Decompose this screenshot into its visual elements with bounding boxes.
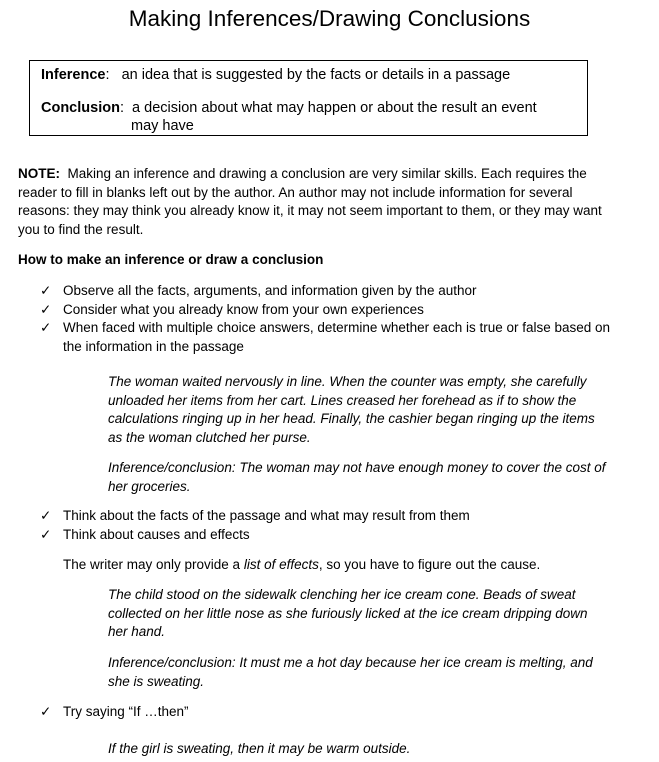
conclusion-text-1: a decision about what may happen or about the result an event: [132, 100, 537, 116]
steps-list-3: [40, 703, 620, 722]
example-2-passage: The child stood on the sidewalk clenching her ice cream cone. Beads of sweat collected on her little nose as she furiously licked at the ice cream dripping down her hand.: [108, 587, 588, 639]
page-title: Making Inferences/Drawing Conclusions: [128, 6, 531, 31]
note-text: Making an inference and drawing a conclusion are very similar skills. Each requires the reader to fill in blanks left out by the author. An author may not include information for several reasons: they may think you already know it, it may not seem important to them, or they may want you to find the result.: [18, 166, 602, 237]
list-item-text: When faced with multiple choice answers, determine whether each is true or false based on the information in the passage: [63, 320, 611, 354]
writer-text-after: , so you have to figure out the cause.: [318, 557, 541, 572]
conclusion-text-2: may have: [131, 118, 194, 134]
conclusion-colon: :: [119, 100, 124, 116]
inference-colon: :: [105, 67, 110, 83]
writer-emphasis: list of effects: [243, 557, 319, 572]
inference-text: an idea that is suggested by the facts or details in a passage: [121, 67, 511, 83]
list-item-text: Observe all the facts, arguments, and information given by the author: [63, 283, 477, 298]
howto-heading: How to make an inference or draw a conclusion: [18, 252, 324, 267]
note-label: NOTE:: [18, 166, 60, 181]
steps-list-2: [40, 507, 620, 544]
checkmark-icon: ✓: [40, 283, 52, 298]
note-paragraph: [18, 165, 618, 239]
conclusion-term: Conclusion: [41, 100, 120, 116]
conclusion-definition: [41, 99, 537, 135]
list-item-text: Think about the facts of the passage and what may result from them: [63, 508, 470, 523]
checkmark-icon: ✓: [40, 301, 52, 317]
example-3-text: If the girl is sweating, then it may be warm outside.: [108, 741, 411, 756]
example-2-inference: Inference/conclusion: It must me a hot day because her ice cream is melting, and she is sweating.: [108, 655, 593, 689]
list-item: [40, 301, 620, 320]
list-item-text: Think about causes and effects: [63, 526, 250, 542]
list-item: [40, 526, 620, 545]
list-item-text: Consider what you already know from your own experiences: [63, 301, 424, 317]
definitions-box: [29, 60, 588, 136]
steps-list-1: [40, 282, 620, 356]
list-item: [40, 507, 620, 526]
list-item-text: Try saying “If …then”: [63, 704, 189, 719]
checkmark-icon: ✓: [40, 704, 52, 719]
checkmark-icon: ✓: [40, 526, 52, 542]
writer-text-before: The writer may only provide a: [63, 557, 244, 572]
list-item: [40, 319, 620, 356]
writer-note: [63, 557, 623, 572]
example-1-passage: The woman waited nervously in line. When the counter was empty, she carefully unloaded her items from her cart. Lines creased her forehead as if to show the calculations ringing up in her head. Finally, the cashier began ringing up the items as the woman clutched her purse.: [108, 374, 595, 445]
checkmark-icon: ✓: [40, 508, 52, 523]
list-item: [40, 703, 620, 722]
inference-definition: [41, 67, 510, 83]
inference-term: Inference: [41, 67, 106, 83]
example-1-inference: Inference/conclusion: The woman may not have enough money to cover the cost of her groceries.: [108, 460, 606, 494]
checkmark-icon: ✓: [40, 320, 52, 335]
list-item: [40, 282, 620, 301]
